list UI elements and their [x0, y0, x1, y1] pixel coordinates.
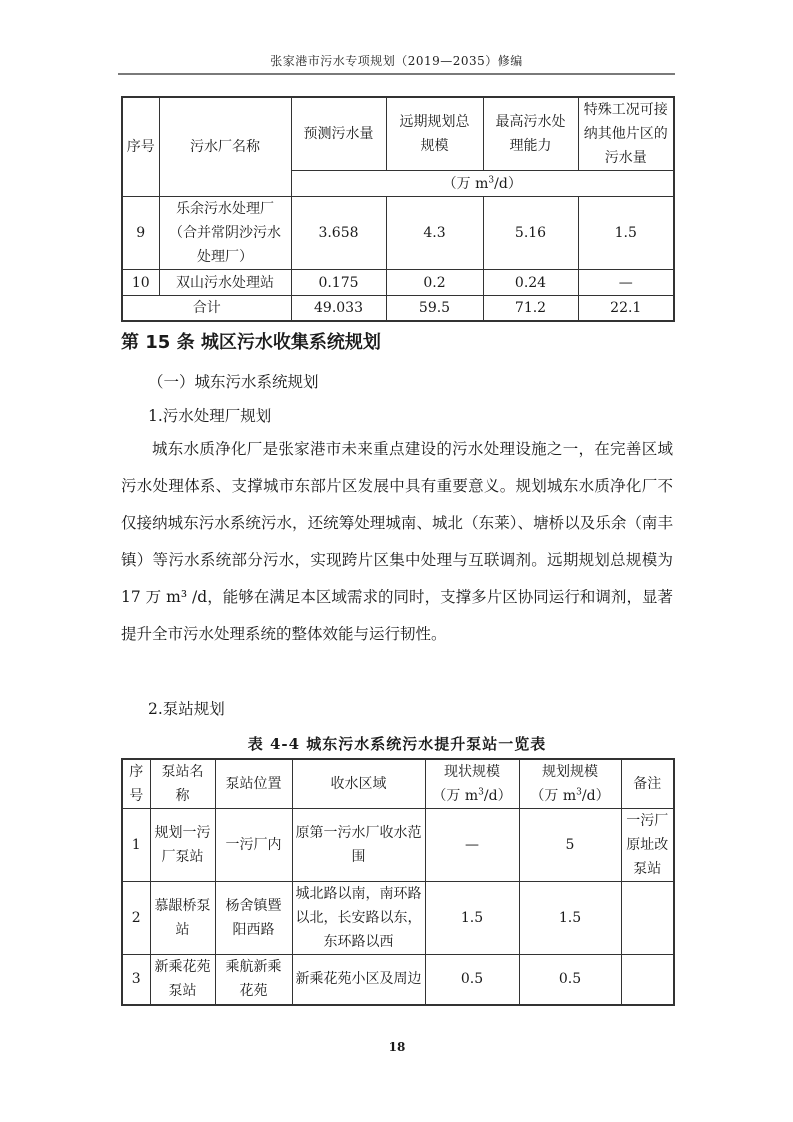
total-special: 22.1 [578, 296, 674, 322]
table-row [122, 955, 674, 1005]
header-remark: 备注 [621, 759, 674, 809]
cell-long-term: 0.2 [386, 270, 483, 296]
cell-special: — [578, 270, 674, 296]
running-header: 张家港市污水专项规划（2019—2035）修编 [270, 54, 523, 68]
cell-area: 城北路以南，南环路以北，长安路以东，东环路以西 [292, 882, 425, 955]
header-forecast: 预测污水量 [291, 97, 386, 171]
wwtp-capacity-table [121, 96, 675, 322]
cell-index: 2 [122, 882, 150, 955]
cell-name: 双山污水处理站 [159, 270, 291, 296]
unit-prefix: （万 m [530, 788, 577, 804]
header-special: 特殊工况可接纳其他片区的污水量 [578, 97, 674, 171]
header-planned [519, 759, 621, 809]
body-paragraph: 城东水质净化厂是张家港市未来重点建设的污水处理设施之一，在完善区域污水处理体系、支撑城市东部片区发展中具有重要意义。规划城东水质净化厂不仅接纳城东污水系统污水，还统筹处理城南、城北（东莱）、塘桥以及乐余（南丰镇）等污水系统部分污水，实现跨片区集中处理与互联调剂。远期规划总规模为 17 万 m³ /d，能够在满足本区域需求的同时，支撑多片区协同运行和调剂，显著提升全市污水处理系统的整体效能与运行韧性。 [121, 440, 673, 643]
table-row [122, 809, 674, 882]
article-title: 第 15 条 城区污水收集系统规划 [121, 332, 381, 353]
unit-sup: 3 [488, 174, 495, 185]
header-rule [118, 73, 675, 75]
cell-index: 9 [122, 197, 159, 270]
table-header-row [122, 97, 674, 171]
header-current-unit [428, 784, 517, 808]
table-caption: 表 4-4 城东污水系统污水提升泵站一览表 [247, 735, 547, 753]
header-current [425, 759, 519, 809]
pump-station-table [121, 758, 675, 1006]
cell-name: 新乘花苑泵站 [150, 955, 215, 1005]
unit-prefix: （万 m [432, 788, 479, 804]
cell-forecast: 0.175 [291, 270, 386, 296]
cell-long-term: 4.3 [386, 197, 483, 270]
subsection-heading: 2.泵站规划 [148, 700, 225, 718]
cell-forecast: 3.658 [291, 197, 386, 270]
cell-max-capacity: 0.24 [483, 270, 578, 296]
table-row [122, 197, 674, 270]
cell-current: 1.5 [425, 882, 519, 955]
unit-label [291, 171, 674, 197]
header-planned-unit [522, 784, 619, 808]
cell-index: 3 [122, 955, 150, 1005]
header-max-capacity: 最高污水处理能力 [483, 97, 578, 171]
page-number: 18 [388, 1040, 406, 1054]
subsection-heading: 1.污水处理厂规划 [148, 407, 272, 425]
header-current-label: 现状规模 [444, 764, 500, 780]
cell-planned: 0.5 [519, 955, 621, 1005]
total-label: 合计 [122, 296, 291, 322]
header-long-term: 远期规划总规模 [386, 97, 483, 171]
cell-index: 1 [122, 809, 150, 882]
unit-suffix: /d） [581, 788, 610, 804]
header-name: 污水厂名称 [159, 97, 291, 197]
unit-suffix: /d） [483, 788, 512, 804]
header-location: 泵站位置 [215, 759, 292, 809]
cell-index: 10 [122, 270, 159, 296]
unit-suffix: /d） [494, 175, 522, 192]
table-row [122, 882, 674, 955]
cell-remark [621, 955, 674, 1005]
unit-sup: 3 [576, 787, 582, 798]
header-index: 序号 [122, 97, 159, 197]
total-max-capacity: 71.2 [483, 296, 578, 322]
header-index: 序号 [122, 759, 150, 809]
cell-remark [621, 882, 674, 955]
cell-area: 原第一污水厂收水范围 [292, 809, 425, 882]
table-total-row [122, 296, 674, 322]
cell-name: 乐余污水处理厂（合并常阴沙污水处理厂） [159, 197, 291, 270]
unit-sup: 3 [478, 787, 484, 798]
cell-planned: 1.5 [519, 882, 621, 955]
total-forecast: 49.033 [291, 296, 386, 322]
cell-special: 1.5 [578, 197, 674, 270]
cell-remark: 一污厂原址改泵站 [621, 809, 674, 882]
section-heading: （一）城东污水系统规划 [148, 373, 319, 391]
cell-name: 规划一污厂泵站 [150, 809, 215, 882]
header-area: 收水区域 [292, 759, 425, 809]
cell-location: 乘航新乘花苑 [215, 955, 292, 1005]
header-name: 泵站名称 [150, 759, 215, 809]
cell-area: 新乘花苑小区及周边 [292, 955, 425, 1005]
cell-location: 杨舍镇暨阳西路 [215, 882, 292, 955]
cell-current: 0.5 [425, 955, 519, 1005]
table-row [122, 270, 674, 296]
cell-max-capacity: 5.16 [483, 197, 578, 270]
cell-name: 慕龈桥泵站 [150, 882, 215, 955]
cell-location: 一污厂内 [215, 809, 292, 882]
header-planned-label: 规划规模 [542, 764, 598, 780]
cell-current: — [425, 809, 519, 882]
table-header-row [122, 759, 674, 809]
unit-prefix: （万 m [442, 175, 489, 192]
cell-planned: 5 [519, 809, 621, 882]
total-long-term: 59.5 [386, 296, 483, 322]
